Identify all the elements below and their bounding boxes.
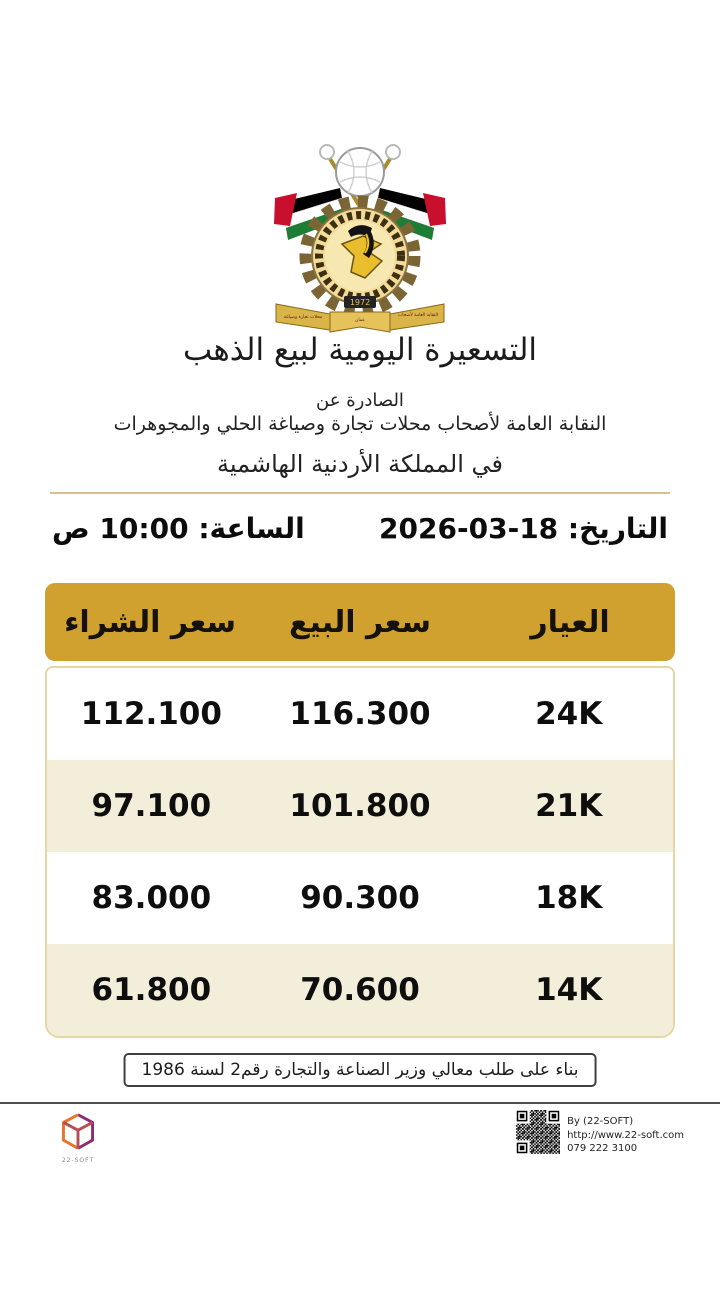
- table-row: [47, 944, 673, 1036]
- gold-price-table: [45, 583, 675, 1038]
- issued-by-line: الصادرة عن: [316, 390, 404, 411]
- buy-price-cell: 112.100: [80, 696, 222, 732]
- date-time-row: [52, 512, 668, 545]
- date-field: [379, 512, 668, 545]
- page-title: التسعيرة اليومية لبيع الذهب: [182, 332, 538, 368]
- website-link[interactable]: http://www.22-soft.com: [567, 1129, 684, 1141]
- footer-bar: [0, 1102, 720, 1168]
- table-body: [45, 666, 675, 1038]
- banner-text-right: النقابة العامة لأصحاب: [397, 313, 439, 318]
- sell-price-cell: 101.800: [289, 788, 431, 824]
- column-header-buy-price: سعر الشراء: [64, 604, 236, 640]
- banner-text-left: محلات تجارة وصياغة: [283, 315, 323, 320]
- buy-price-cell: 97.100: [91, 788, 212, 824]
- qr-contact-group: [516, 1110, 684, 1156]
- cube-logo-icon: [58, 1112, 98, 1152]
- sell-price-cell: 90.300: [300, 880, 420, 916]
- legal-note: بناء على طلب معالي وزير الصناعة والتجارة رقم2 لسنة 1986: [124, 1053, 597, 1087]
- karat-cell: 24K: [535, 696, 603, 732]
- kingdom-line: في المملكة الأردنية الهاشمية: [216, 450, 504, 478]
- karat-cell: 14K: [535, 972, 603, 1008]
- association-emblem-graphic: [270, 138, 450, 334]
- time-field: [52, 512, 305, 545]
- credit-line: By (22-SOFT): [567, 1116, 634, 1127]
- time-value: 10:00 ص: [52, 512, 189, 545]
- table-header-row: [45, 583, 675, 661]
- association-emblem: [270, 138, 450, 338]
- sell-price-cell: 70.600: [300, 972, 420, 1008]
- qr-code-icon: [516, 1110, 560, 1154]
- gold-divider: [50, 492, 670, 494]
- time-label: الساعة:: [198, 512, 305, 545]
- column-header-karat: العيار: [530, 604, 610, 640]
- table-row: [47, 760, 673, 852]
- date-label: التاريخ:: [567, 512, 668, 545]
- karat-cell: 21K: [535, 788, 603, 824]
- pearl-globe-icon: [336, 148, 384, 196]
- karat-cell: 18K: [535, 880, 603, 916]
- soft-company-logo: [54, 1112, 102, 1164]
- table-row: [47, 852, 673, 944]
- buy-price-cell: 61.800: [91, 972, 212, 1008]
- founding-year-plaque: [344, 296, 376, 308]
- banner-text-center: عمان: [355, 318, 365, 323]
- column-header-sell-price: سعر البيع: [288, 604, 432, 640]
- association-name-line: النقابة العامة لأصحاب محلات تجارة وصياغة الحلي والمجوهرات: [113, 413, 607, 435]
- date-value: 18-03-2026: [379, 512, 559, 545]
- phone-number: 079 222 3100: [567, 1143, 638, 1154]
- ribbon-banner: [276, 304, 444, 332]
- buy-price-cell: 83.000: [91, 880, 212, 916]
- table-row: [47, 668, 673, 760]
- cube-logo-caption: 22-SOFT: [61, 1157, 95, 1164]
- sell-price-cell: 116.300: [289, 696, 431, 732]
- contact-block: [567, 1110, 684, 1156]
- founding-year-text: 1972: [349, 298, 371, 307]
